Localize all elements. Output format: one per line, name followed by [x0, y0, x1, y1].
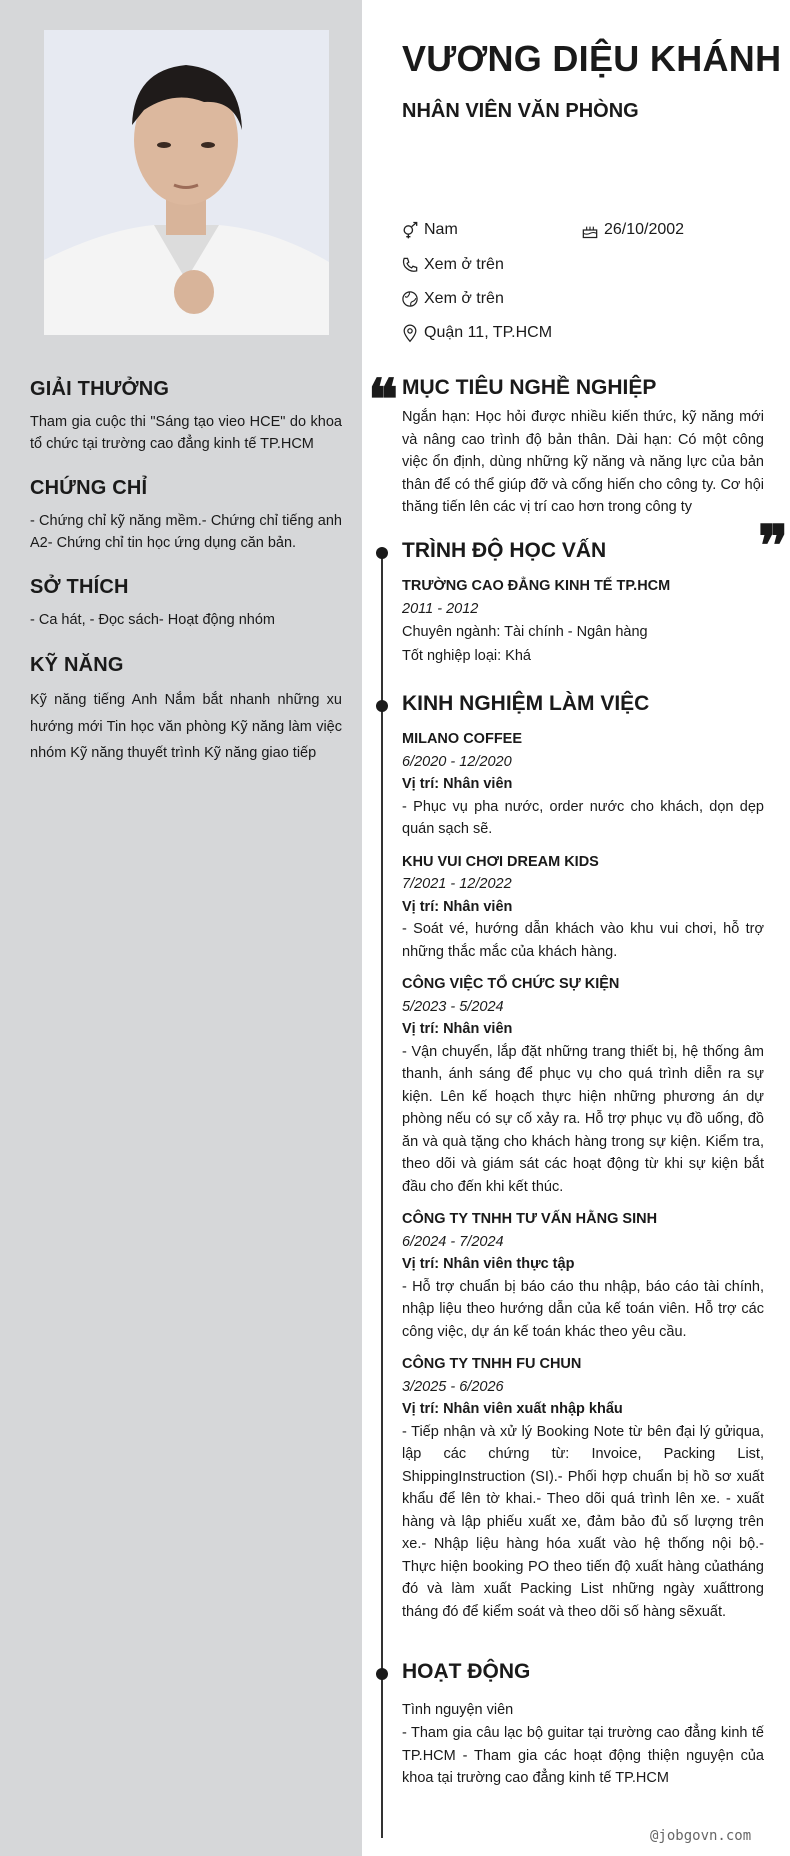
experience-item — [402, 1208, 764, 1343]
job-description: - Phục vụ pha nước, order nước cho khách, dọn dẹp quán sạch sẽ. — [402, 798, 764, 837]
experience-timeline-dot — [376, 700, 388, 712]
skills-text: Kỹ năng tiếng Anh Nắm bắt nhanh những xu hướng mới Tin học văn phòng Kỹ năng làm việc nhóm Kỹ năng thuyết trình Kỹ năng giao tiếp — [30, 692, 342, 761]
address-info — [400, 323, 552, 343]
activities-block — [402, 1698, 764, 1790]
email-value: Xem ở trên — [424, 290, 504, 307]
hobbies-section — [30, 576, 342, 631]
experience-item — [402, 973, 764, 1198]
job-description: - Hỗ trợ chuẩn bị báo cáo thu nhập, báo cáo tài chính, nhập liệu theo hướng dẫn của kế toán viên. Hỗ trợ các công việc, dự án kế toán khác theo yêu cầu. — [402, 1278, 764, 1340]
education-block — [402, 575, 764, 668]
activities-role: Tình nguyện viên — [402, 1702, 514, 1718]
globe-icon — [400, 289, 420, 309]
objective-text: Ngắn hạn: Học hỏi được nhiều kiến thức, kỹ năng mới và nâng cao trình độ bản thân. Dài hạn: Có một công việc ổn định, dùng những kỹ năng và năng lực của bản thân để có thể giúp đỡ và cống hiến cho công ty. Cơ hội thăng tiến lên các vị trí cao hơn trong công ty — [402, 409, 764, 515]
phone-info — [400, 255, 504, 275]
experience-item — [402, 728, 764, 841]
quote-open-icon: ❝ — [368, 367, 399, 433]
experience-item — [402, 1353, 764, 1623]
gender-icon — [400, 220, 420, 240]
email-info — [400, 289, 504, 309]
skills-heading: KỸ NĂNG — [30, 654, 124, 676]
skills-section — [30, 654, 342, 767]
job-description: - Tiếp nhận và xử lý Booking Note từ bên đại lý gửiqua, lập các chứng từ: Invoice, Packing List, ShippingInstruction (SI).- Phối hợp chuẩn bị hồ sơ xuất khẩu để lên tờ khai.- Theo dõi quá trình lên xe. - xuất hàng và lập phiếu xuất xe, đảm bảo đủ số lượng trên xe.- Nhập liệu hàng hóa xuất vào hệ thống nội bộ.- Thực hiện booking PO theo tiến độ xuất hàng củatháng đó và làm xuất Packing List những ngày xuấttrong tháng đó để kiểm soát và theo dõi số hàng sẽxuất. — [402, 1423, 764, 1620]
activities-timeline-dot — [376, 1668, 388, 1680]
hobbies-heading: SỞ THÍCH — [30, 576, 129, 598]
watermark: @jobgovn.com — [650, 1828, 752, 1844]
activities-heading: HOẠT ĐỘNG — [402, 1660, 531, 1683]
company-name: CÔNG VIỆC TỔ CHỨC SỰ KIỆN — [402, 976, 620, 992]
job-position: Vị trí: Nhân viên — [402, 776, 513, 792]
company-name: CÔNG TY TNHH FU CHUN — [402, 1356, 582, 1372]
certificates-text: - Chứng chỉ kỹ năng mềm.- Chứng chỉ tiếng anh A2- Chứng chỉ tin học ứng dụng căn bản. — [30, 513, 342, 551]
company-name: CÔNG TY TNHH TƯ VẤN HẰNG SINH — [402, 1211, 658, 1227]
portrait-illustration — [44, 30, 329, 335]
timeline-line — [381, 548, 383, 1838]
job-description: - Soát vé, hướng dẫn khách vào khu vui chơi, hỗ trợ những thắc mắc của khách hàng. — [402, 921, 764, 960]
education-major: Chuyên ngành: Tài chính - Ngân hàng — [402, 624, 648, 640]
profile-photo — [44, 30, 329, 335]
objective-heading: MỤC TIÊU NGHỀ NGHIỆP — [402, 376, 657, 399]
awards-section — [30, 378, 342, 455]
school-name: TRƯỜNG CAO ĐẲNG KINH TẾ TP.HCM — [402, 578, 671, 594]
job-period: 6/2024 - 7/2024 — [402, 1233, 504, 1250]
phone-value: Xem ở trên — [424, 256, 504, 273]
company-name: MILANO COFFEE — [402, 731, 523, 747]
awards-text: Tham gia cuộc thi "Sáng tạo vieo HCE" do khoa tổ chức tại trường cao đẳng kinh tế TP.HCM — [30, 414, 342, 452]
job-position: Vị trí: Nhân viên — [402, 898, 513, 915]
certificates-section — [30, 477, 342, 554]
experience-item — [402, 851, 764, 964]
activities-text: - Tham gia câu lạc bộ guitar tại trường cao đẳng kinh tế TP.HCM - Tham gia các hoạt động thiện nguyện của khoa tại trường cao đẳng kinh tế TP.HCM — [402, 1725, 764, 1786]
birthday-value: 26/10/2002 — [604, 221, 685, 238]
objective-block — [402, 406, 764, 519]
awards-heading: GIẢI THƯỞNG — [30, 378, 170, 400]
experience-list — [402, 728, 764, 1623]
job-title: NHÂN VIÊN VĂN PHÒNG — [402, 100, 639, 122]
job-description: - Vận chuyển, lắp đặt những trang thiết bị, hệ thống âm thanh, ánh sáng để phục vụ cho quá trình diễn ra sự kiện. Lên kế hoạch thực hiện những phương án dự phòng nếu có sự cố xảy ra. Hỗ trợ phục vụ đồ uống, đồ ăn và quà tặng cho khách hàng trong sự kiện. Kiểm tra, theo dõi và giám sát các hoạt động từ khi sự kiện bắt đầu cho đến khi kết thúc. — [402, 1043, 764, 1195]
birthday-info — [580, 220, 684, 240]
address-value: Quận 11, TP.HCM — [424, 324, 553, 341]
education-heading: TRÌNH ĐỘ HỌC VẤN — [402, 539, 607, 562]
experience-heading: KINH NGHIỆM LÀM VIỆC — [402, 692, 650, 715]
gender-info — [400, 220, 458, 240]
hobbies-text: - Ca hát, - Đọc sách- Hoạt động nhóm — [30, 612, 276, 628]
job-position: Vị trí: Nhân viên — [402, 1021, 513, 1037]
job-position: Vị trí: Nhân viên xuất nhập khẩu — [402, 1401, 623, 1417]
company-name: KHU VUI CHƠI DREAM KIDS — [402, 853, 599, 870]
phone-icon — [400, 255, 420, 275]
location-pin-icon — [400, 323, 420, 343]
certificates-heading: CHỨNG CHỈ — [30, 477, 148, 499]
job-period: 7/2021 - 12/2022 — [402, 876, 512, 892]
job-period: 6/2020 - 12/2020 — [402, 753, 512, 770]
cake-icon — [580, 220, 600, 240]
candidate-name: VƯƠNG DIỆU KHÁNH — [402, 38, 782, 79]
job-period: 5/2023 - 5/2024 — [402, 998, 504, 1015]
job-period: 3/2025 - 6/2026 — [402, 1378, 504, 1395]
job-position: Vị trí: Nhân viên thực tập — [402, 1256, 575, 1272]
education-timeline-dot — [376, 547, 388, 559]
gender-value: Nam — [424, 221, 458, 238]
education-period: 2011 - 2012 — [402, 600, 479, 617]
quote-close-icon: ❞ — [758, 513, 789, 579]
education-grade: Tốt nghiệp loại: Khá — [402, 648, 531, 664]
